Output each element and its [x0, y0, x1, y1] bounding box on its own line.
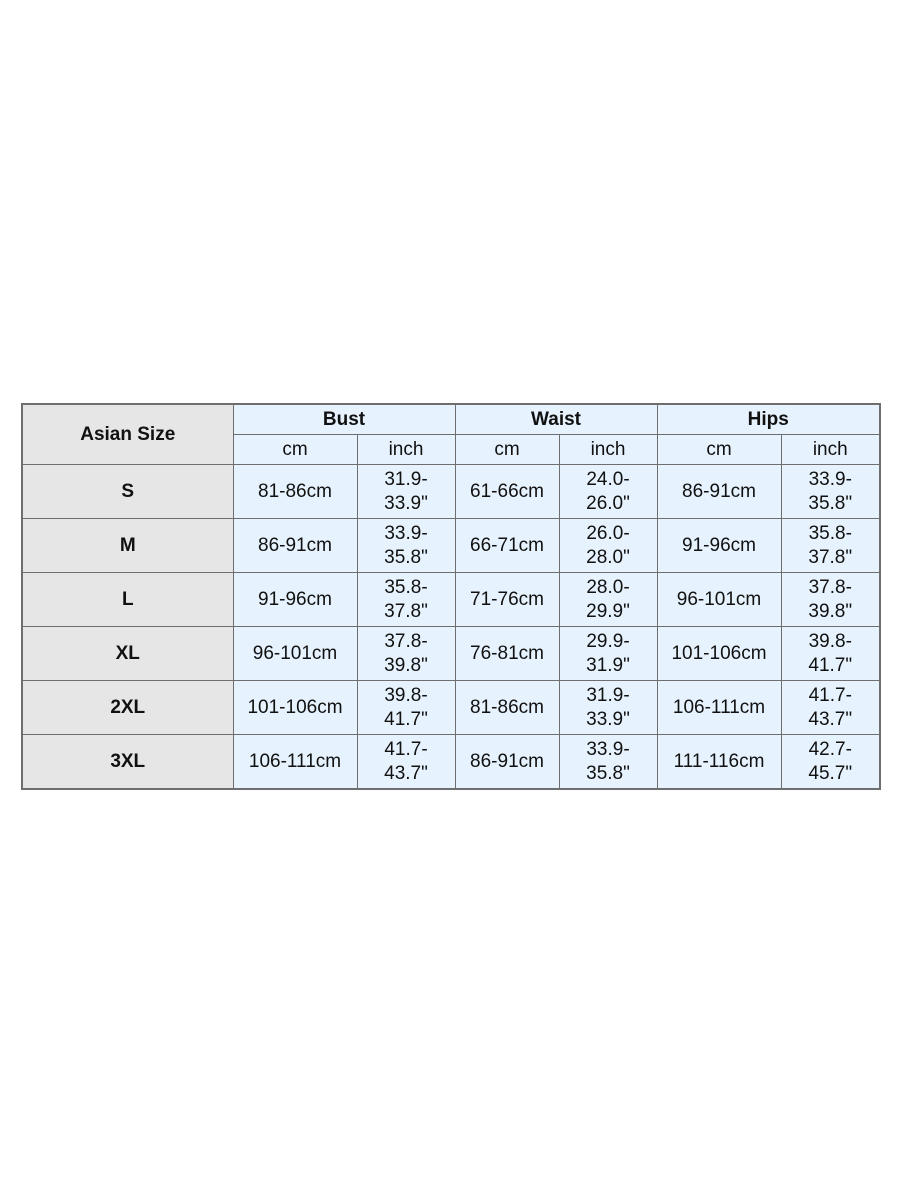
bust-inch-cell: 41.7- 43.7": [357, 735, 455, 790]
size-cell: 3XL: [22, 735, 233, 790]
waist-header: Waist: [455, 404, 657, 435]
waist-cm-cell: 81-86cm: [455, 681, 559, 735]
bust-inch-cell: 35.8- 37.8": [357, 573, 455, 627]
waist-inch-cell: 33.9- 35.8": [559, 735, 657, 790]
asian-size-header: Asian Size: [22, 404, 233, 465]
table-row: [22, 681, 880, 735]
size-chart-table: [21, 403, 881, 790]
waist-inch-cell: 28.0- 29.9": [559, 573, 657, 627]
waist-inch-cell: 26.0- 28.0": [559, 519, 657, 573]
waist-cm-cell: 71-76cm: [455, 573, 559, 627]
bust-cm-cell: 91-96cm: [233, 573, 357, 627]
hips-cm-cell: 101-106cm: [657, 627, 781, 681]
waist-inch-cell: 31.9- 33.9": [559, 681, 657, 735]
bust-inch-cell: 37.8- 39.8": [357, 627, 455, 681]
bust-cm-cell: 101-106cm: [233, 681, 357, 735]
bust-inch-header: inch: [357, 435, 455, 465]
bust-inch-cell: 31.9- 33.9": [357, 465, 455, 519]
hips-inch-cell: 37.8- 39.8": [781, 573, 880, 627]
hips-cm-header: cm: [657, 435, 781, 465]
hips-inch-cell: 41.7- 43.7": [781, 681, 880, 735]
bust-cm-header: cm: [233, 435, 357, 465]
table-row: [22, 519, 880, 573]
hips-inch-cell: 35.8- 37.8": [781, 519, 880, 573]
hips-cm-cell: 86-91cm: [657, 465, 781, 519]
bust-cm-cell: 81-86cm: [233, 465, 357, 519]
hips-inch-cell: 33.9- 35.8": [781, 465, 880, 519]
size-cell: M: [22, 519, 233, 573]
waist-cm-header: cm: [455, 435, 559, 465]
bust-inch-cell: 39.8- 41.7": [357, 681, 455, 735]
bust-header: Bust: [233, 404, 455, 435]
bust-cm-cell: 96-101cm: [233, 627, 357, 681]
hips-inch-header: inch: [781, 435, 880, 465]
waist-inch-cell: 24.0- 26.0": [559, 465, 657, 519]
size-cell: XL: [22, 627, 233, 681]
table-row: [22, 627, 880, 681]
waist-inch-cell: 29.9- 31.9": [559, 627, 657, 681]
waist-cm-cell: 61-66cm: [455, 465, 559, 519]
waist-cm-cell: 76-81cm: [455, 627, 559, 681]
table-row: [22, 573, 880, 627]
hips-cm-cell: 106-111cm: [657, 681, 781, 735]
bust-cm-cell: 86-91cm: [233, 519, 357, 573]
hips-inch-cell: 39.8- 41.7": [781, 627, 880, 681]
hips-header: Hips: [657, 404, 880, 435]
size-cell: S: [22, 465, 233, 519]
waist-cm-cell: 86-91cm: [455, 735, 559, 790]
hips-inch-cell: 42.7- 45.7": [781, 735, 880, 790]
table-row: [22, 735, 880, 790]
hips-cm-cell: 96-101cm: [657, 573, 781, 627]
size-cell: L: [22, 573, 233, 627]
header-row-groups: [22, 404, 880, 435]
hips-cm-cell: 111-116cm: [657, 735, 781, 790]
size-cell: 2XL: [22, 681, 233, 735]
bust-cm-cell: 106-111cm: [233, 735, 357, 790]
waist-inch-header: inch: [559, 435, 657, 465]
bust-inch-cell: 33.9- 35.8": [357, 519, 455, 573]
table-row: [22, 465, 880, 519]
hips-cm-cell: 91-96cm: [657, 519, 781, 573]
waist-cm-cell: 66-71cm: [455, 519, 559, 573]
